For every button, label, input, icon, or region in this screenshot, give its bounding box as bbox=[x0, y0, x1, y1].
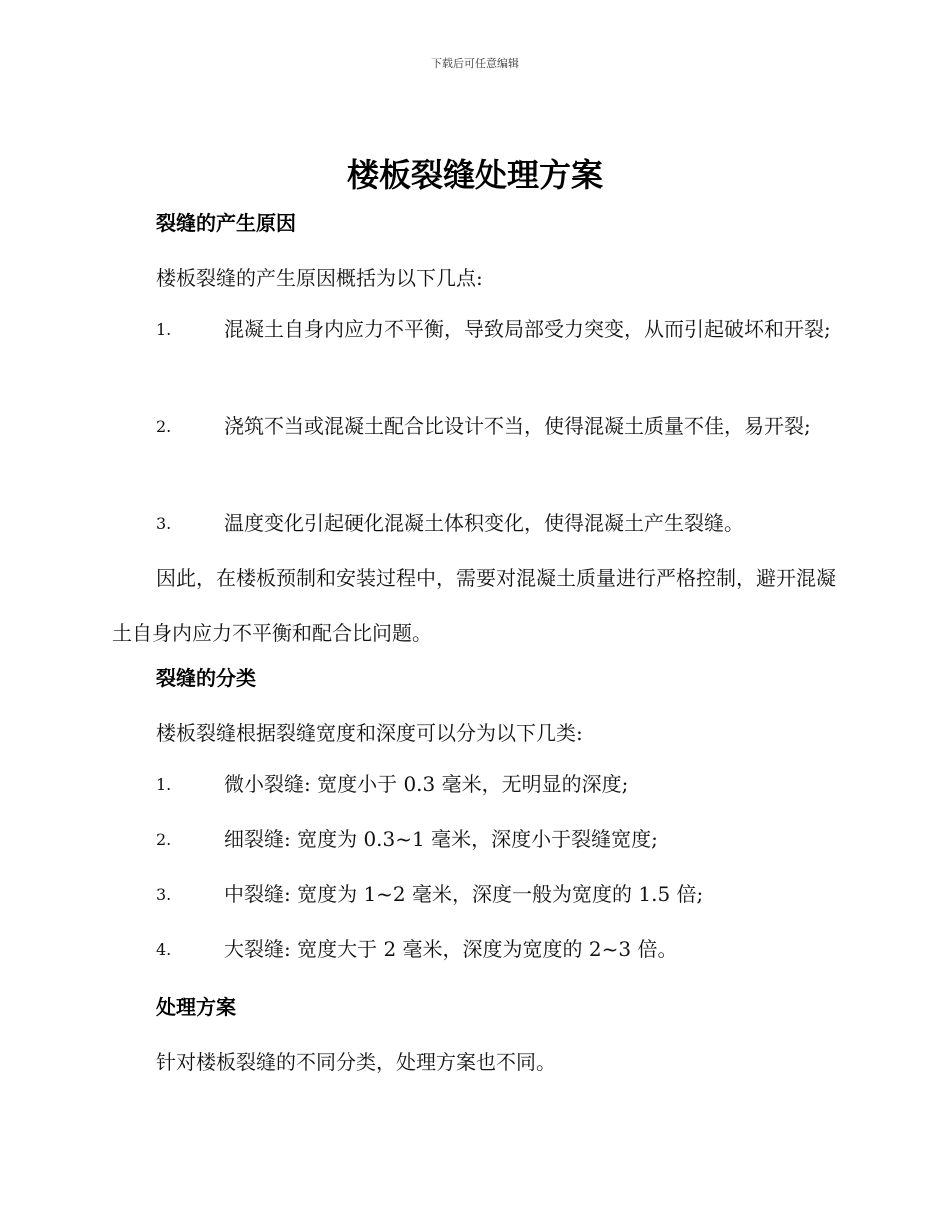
list-item-text: 浇筑不当或混凝土配合比设计不当，使得混凝土质量不佳，易开裂; bbox=[224, 414, 811, 438]
list-item-number: 3. bbox=[156, 514, 172, 533]
list-item bbox=[112, 812, 838, 867]
section-heading-causes: 裂缝的产生原因 bbox=[156, 211, 296, 235]
solution-intro: 针对楼板裂缝的不同分类，处理方案也不同。 bbox=[156, 1050, 556, 1074]
list-item bbox=[112, 867, 838, 922]
list-item-text: 温度变化引起硬化混凝土体积变化，使得混凝土产生裂缝。 bbox=[224, 511, 744, 535]
list-item bbox=[112, 922, 838, 977]
list-item bbox=[112, 302, 838, 357]
list-item-number: 2. bbox=[156, 417, 172, 436]
list-item-number: 4. bbox=[156, 940, 172, 959]
header-note: 下载后可任意编辑 bbox=[431, 57, 519, 70]
list-item-number: 1. bbox=[156, 775, 172, 794]
list-item-text: 微小裂缝: 宽度小于 0.3 毫米，无明显的深度; bbox=[224, 772, 629, 796]
list-item-text: 细裂缝: 宽度为 0.3~1 毫米，深度小于裂缝宽度; bbox=[224, 827, 658, 851]
list-item-text: 中裂缝: 宽度为 1~2 毫米，深度一般为宽度的 1.5 倍; bbox=[224, 882, 704, 906]
list-item-text: 大裂缝: 宽度大于 2 毫米，深度为宽度的 2~3 倍。 bbox=[224, 937, 678, 961]
list-item bbox=[112, 496, 838, 551]
classification-intro: 楼板裂缝根据裂缝宽度和深度可以分为以下几类: bbox=[156, 721, 583, 745]
section-heading-classification: 裂缝的分类 bbox=[156, 666, 256, 690]
document-title: 楼板裂缝处理方案 bbox=[346, 156, 603, 194]
list-item bbox=[112, 399, 838, 454]
section-heading-solution: 处理方案 bbox=[156, 995, 236, 1019]
list-item-number: 3. bbox=[156, 885, 172, 904]
list-item bbox=[112, 757, 838, 812]
causes-conclusion: 因此，在楼板预制和安装过程中，需要对混凝土质量进行严格控制，避开混凝土自身内应力不平衡和配合比问题。 bbox=[112, 566, 836, 645]
list-item-text: 混凝土自身内应力不平衡，导致局部受力突变，从而引起破坏和开裂; bbox=[224, 317, 831, 341]
causes-intro: 楼板裂缝的产生原因概括为以下几点: bbox=[156, 266, 483, 290]
list-item-number: 2. bbox=[156, 830, 172, 849]
list-item-number: 1. bbox=[156, 320, 172, 339]
